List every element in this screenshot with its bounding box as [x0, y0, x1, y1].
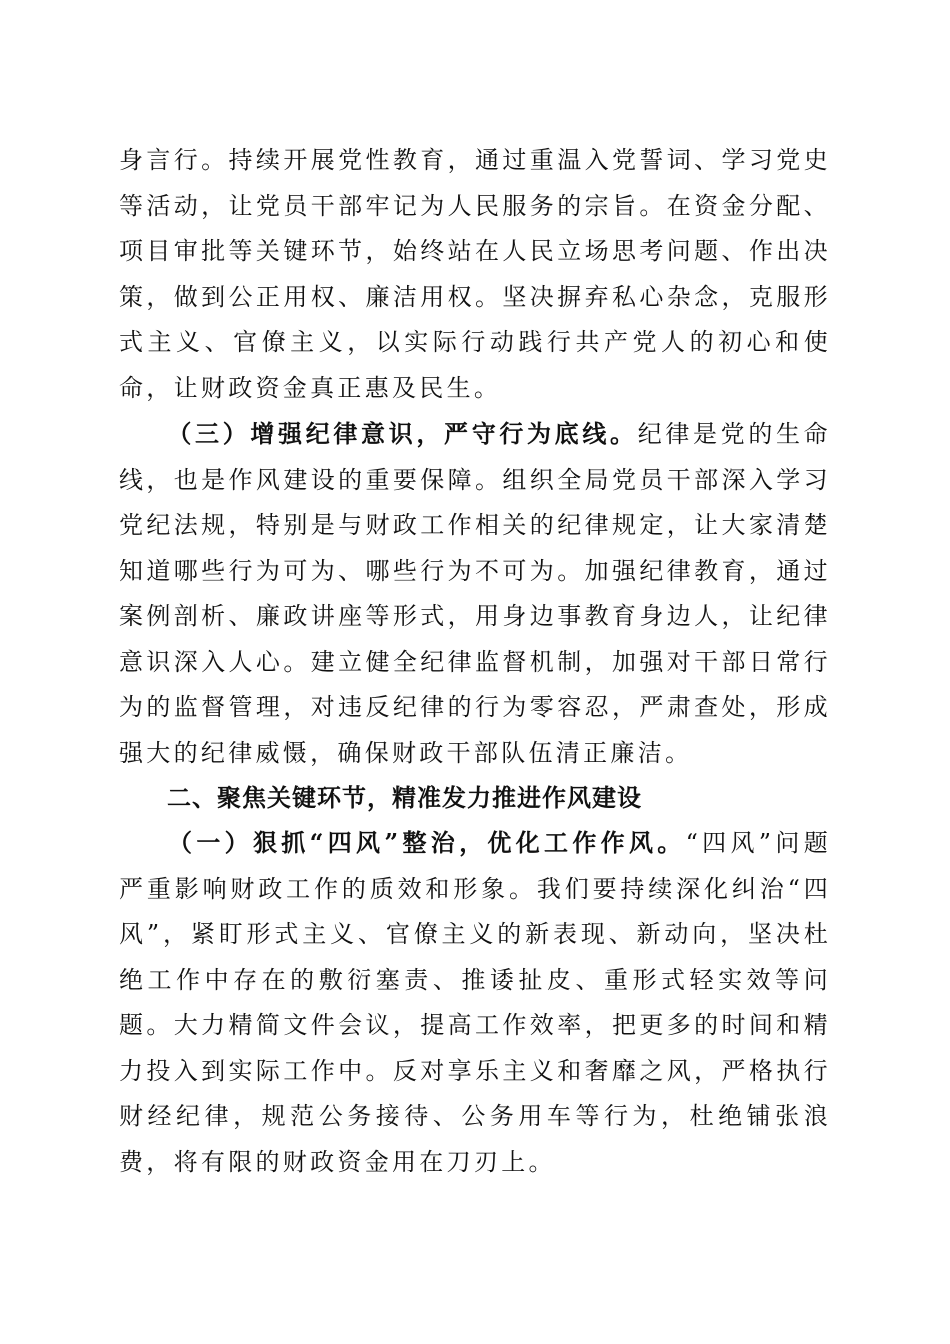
paragraph-discipline	[119, 411, 831, 776]
section-heading: 二、聚焦关键环节，精准发力推进作风建设	[167, 783, 642, 812]
paragraph-four-winds	[119, 820, 831, 1185]
paragraph-continued: 身言行。持续开展党性教育，通过重温入党誓词、学习党史等活动，让党员干部牢记为人民服务的宗旨。在资金分配、项目审批等关键环节，始终站在人民立场思考问题、作出决策，做到公正用权、廉洁用权。坚决摒弃私心杂念，克服形式主义、官僚主义，以实际行动践行共产党人的初心和使命，让财政资金真正惠及民生。	[119, 146, 831, 402]
paragraph-discipline-body: 纪律是党的生命线，也是作风建设的重要保障。组织全局党员干部深入学习党纪法规，特别是与财政工作相关的纪律规定，让大家清楚知道哪些行为可为、哪些行为不可为。加强纪律教育，通过案例剖析、廉政讲座等形式，用身边事教育身边人，让纪律意识深入人心。建立健全纪律监督机制，加强对干部日常行为的监督管理，对违反纪律的行为零容忍，严肃查处，形成强大的纪律威慑，确保财政干部队伍清正廉洁。	[119, 420, 831, 767]
paragraph-four-winds-body: “四风”问题严重影响财政工作的质效和形象。我们要持续深化纠治“四风”，紧盯形式主义、官僚主义的新表现、新动向，坚决杜绝工作中存在的敷衍塞责、推诿扯皮、重形式轻实效等问题。大力精简文件会议，提高工作效率，把更多的时间和精力投入到实际工作中。反对享乐主义和奢靡之风，严格执行财经纪律，规范公务接待、公务用车等行为，杜绝铺张浪费，将有限的财政资金用在刀刃上。	[119, 829, 832, 1176]
subheading-four-winds: （一）狠抓“四风”整治，优化工作作风。	[167, 828, 686, 857]
subheading-discipline: （三）增强纪律意识，严守行为底线。	[167, 419, 638, 448]
